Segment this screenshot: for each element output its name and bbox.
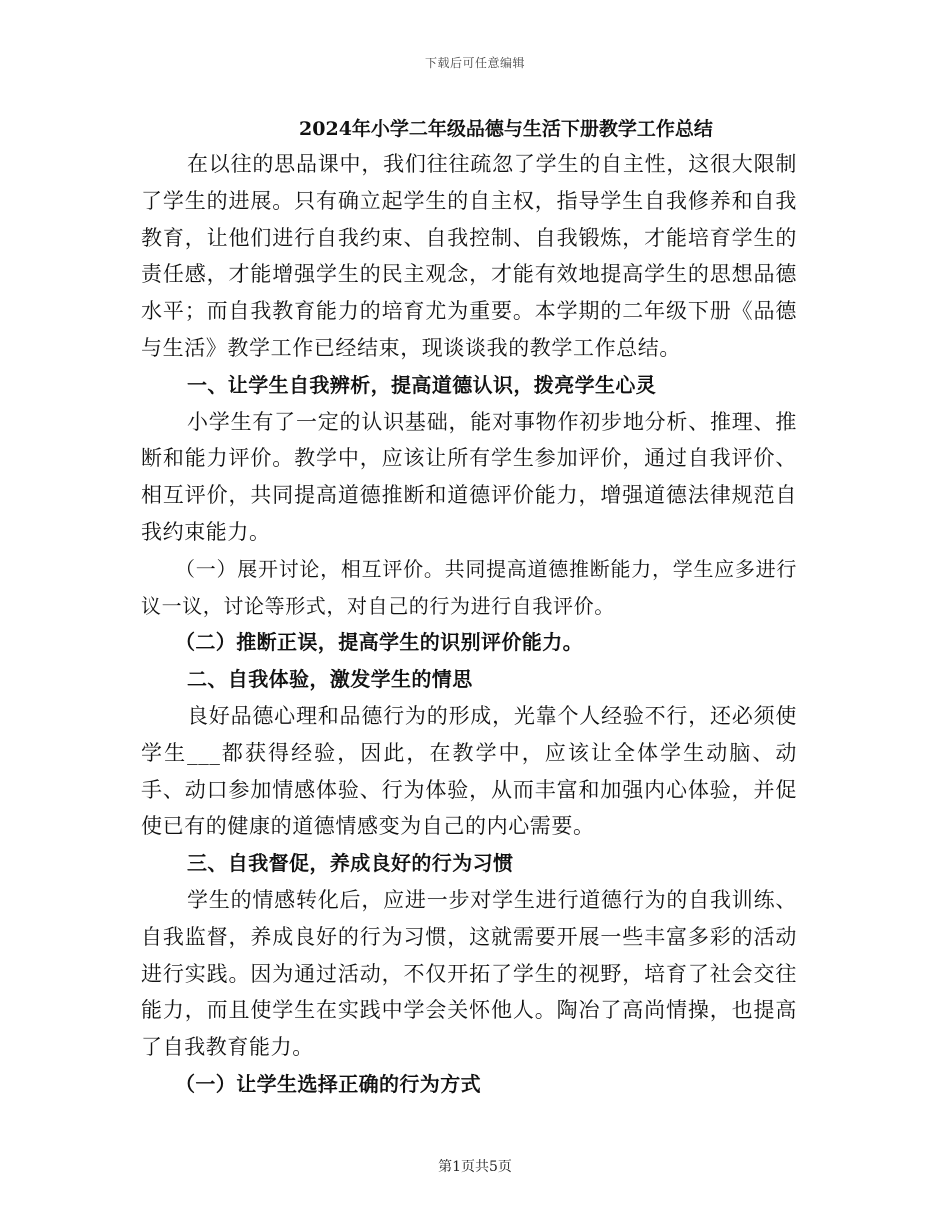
page-number: 第1页共5页 <box>438 1159 512 1175</box>
header-note: 下载后可任意编辑 <box>424 56 525 70</box>
section-1-paragraph: 小学生有了一定的认识基础，能对事物作初步地分析、推理、推断和能力评价。教学中，应该让所有学生参加评价，通过自我评价、相互评价，共同提高道德推断和道德评价能力，增强道德法律规范自我约束能力。 <box>141 409 797 544</box>
section-2-paragraph: 良好品德心理和品德行为的形成，光靠个人经验不行，还必须使学生___都获得经验，因此，在教学中，应该让全体学生动脑、动手、动口参加情感体验、行为体验，从而丰富和加强内心体验，并促使已有的健康的道德情感变为自己的内心需要。 <box>141 703 797 839</box>
section-2-heading: 二、自我体验，激发学生的情思 <box>187 667 473 692</box>
section-3-paragraph: 学生的情感转化后，应进一步对学生进行道德行为的自我训练、自我监督，养成良好的行为习惯，这就需要开展一些丰富多彩的活动进行实践。因为通过活动，不仅开拓了学生的视野，培育了社会交往能力，而且使学生在实践中学会关怀他人。陶冶了高尚情操，也提高了自我教育能力。 <box>141 887 797 1060</box>
section-1-heading: 一、让学生自我辨析，提高道德认识，拨亮学生心灵 <box>187 372 657 397</box>
section-3-subsection-1: （一）让学生选择正确的行为方式 <box>175 1071 481 1096</box>
section-1-subsection-2: （二）推断正误，提高学生的识别评价能力。 <box>175 630 583 655</box>
section-1-subsection-1: （一）展开讨论，相互评价。共同提高道德推断能力，学生应多进行议一议，讨论等形式，对自己的行为进行自我评价。 <box>141 556 797 618</box>
intro-paragraph: 在以往的思品课中，我们往往疏忽了学生的自主性，这很大限制了学生的进展。只有确立起学生的自主权，指导学生自我修养和自我教育，让他们进行自我约束、自我控制、自我锻炼，才能培育学生的责任感，才能增强学生的民主观念，才能有效地提高学生的思想品德水平；而自我教育能力的培育尤为重要。本学期的二年级下册《品德与生活》教学工作已经结束，现谈谈我的教学工作总结。 <box>141 152 797 360</box>
section-3-heading: 三、自我督促，养成良好的行为习惯 <box>187 851 514 876</box>
document-title: 2024年小学二年级品德与生活下册教学工作总结 <box>299 118 713 140</box>
document-body <box>141 112 797 1103</box>
